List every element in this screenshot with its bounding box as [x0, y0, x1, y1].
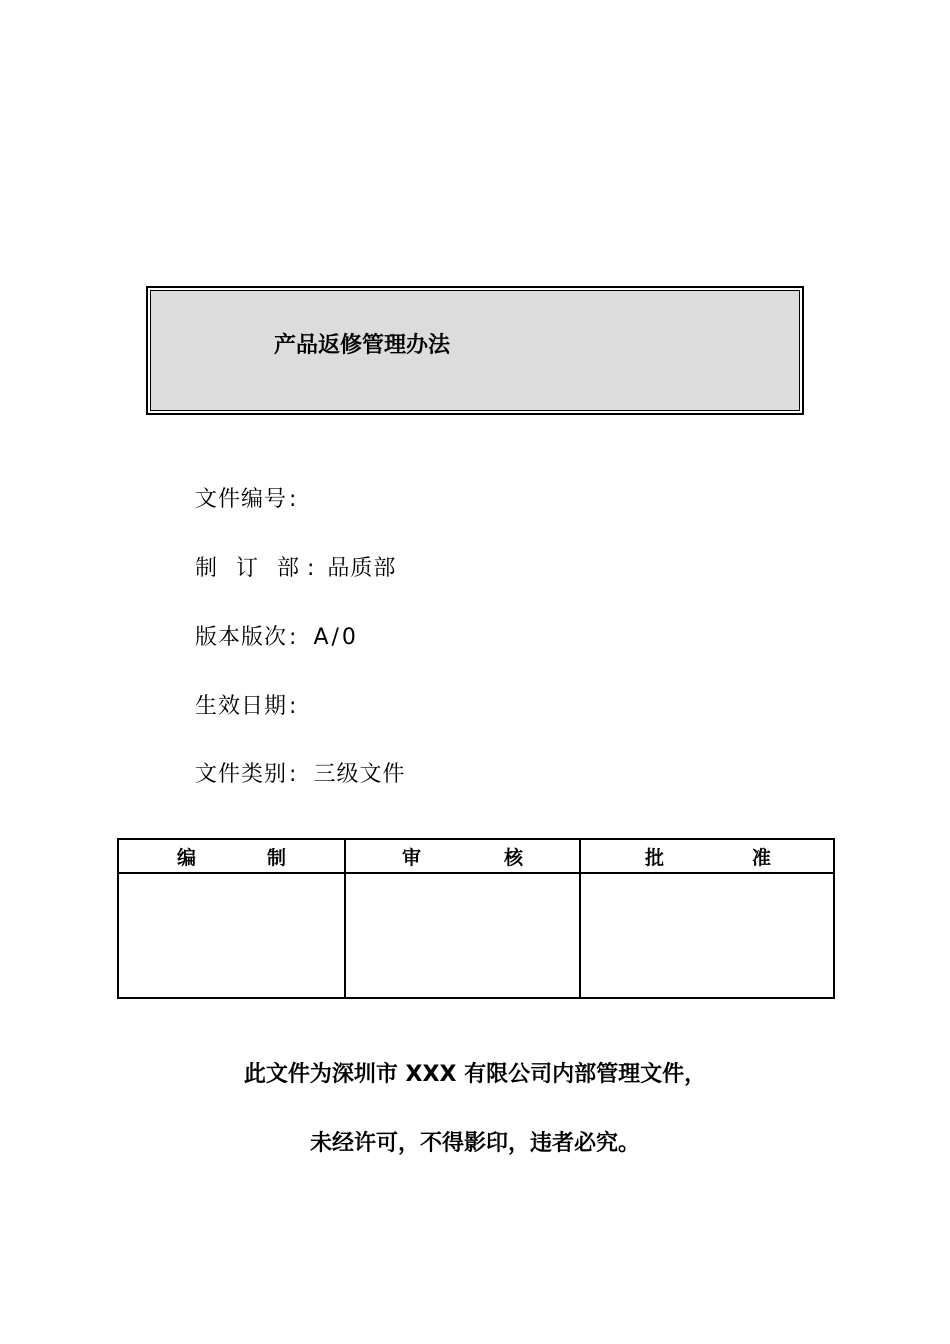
meta-version-value: A/0: [313, 625, 359, 650]
title-box-inner: [150, 290, 800, 411]
meta-category-value: 三级文件: [313, 762, 406, 787]
meta-department: [195, 551, 396, 582]
title-box: [146, 286, 804, 415]
notice-line-2: 未经许可，不得影印，违者必究。: [309, 1131, 640, 1156]
meta-effective-date-label: 生效日期: [195, 694, 288, 719]
header-approved-char-2: 准: [751, 846, 771, 869]
meta-effective-date: [195, 689, 309, 720]
header-prepared: [118, 839, 345, 873]
sign-off-table: [117, 838, 835, 999]
meta-effective-date-colon: :: [289, 694, 298, 719]
header-reviewed-char-1: 审: [402, 846, 422, 869]
meta-version-colon: :: [289, 625, 298, 650]
notice-line-1: 此文件为深圳市 XXX 有限公司内部管理文件，: [243, 1062, 707, 1087]
header-prepared-char-2: 制: [266, 846, 286, 869]
meta-category-label: 文件类别: [195, 762, 288, 787]
document-title: 产品返修管理办法: [274, 333, 451, 358]
meta-category: [195, 757, 405, 788]
cell-approved: [580, 873, 834, 998]
meta-file-no-label: 文件编号: [195, 487, 288, 512]
header-reviewed-char-2: 核: [503, 846, 523, 869]
meta-file-no: [195, 482, 309, 513]
meta-category-colon: :: [289, 762, 298, 787]
header-prepared-char-1: 编: [177, 846, 197, 869]
meta-version: [195, 620, 359, 651]
meta-version-label: 版本版次: [195, 625, 288, 650]
meta-department-label: 制 订 部: [195, 556, 305, 581]
meta-department-colon: :: [307, 556, 316, 581]
header-approved-char-1: 批: [645, 846, 665, 869]
header-reviewed: [345, 839, 580, 873]
sign-off-body-row: [118, 873, 834, 998]
meta-file-no-colon: :: [289, 487, 298, 512]
header-approved: [580, 839, 834, 873]
meta-department-value: 品质部: [327, 556, 397, 581]
cell-prepared: [118, 873, 345, 998]
sign-off-header-row: [118, 839, 834, 873]
cell-reviewed: [345, 873, 580, 998]
